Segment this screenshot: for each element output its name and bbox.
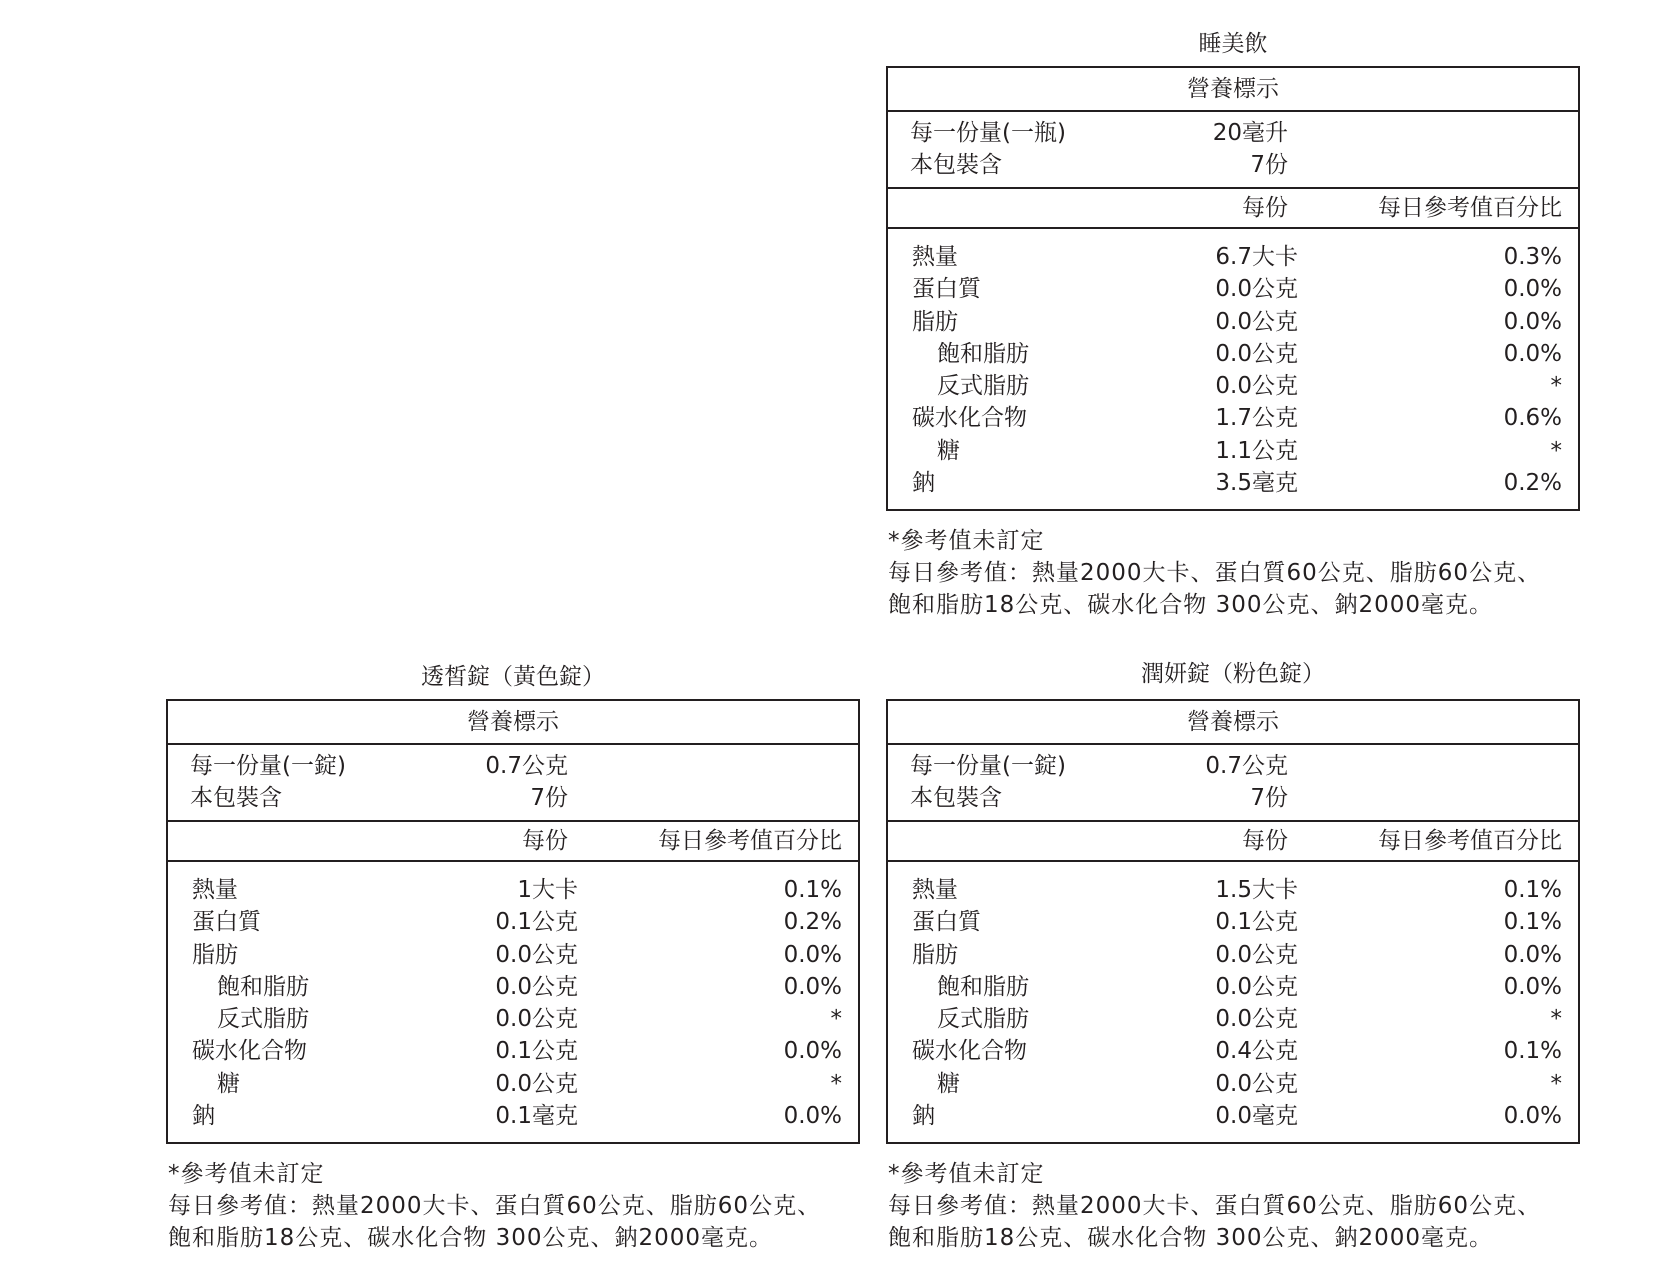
per-serving-header: 每份 — [1242, 828, 1288, 854]
nutrient-amount: 0.0公克 — [1215, 308, 1298, 335]
nutrient-name: 碳水化合物 — [192, 1038, 307, 1065]
serving-size-value: 20毫升 — [1212, 120, 1288, 146]
nutrient-amount: 0.1公克 — [495, 909, 578, 936]
nutrient-daily-pct: * — [830, 1070, 842, 1097]
nutrient-daily-pct: * — [1550, 1070, 1562, 1097]
label-header: 營養標示 — [888, 68, 1578, 112]
serving-size-row — [888, 117, 1578, 149]
nutrition-label-box — [886, 66, 1580, 511]
package-contains-value: 7份 — [530, 785, 568, 811]
nutrient-row-protein — [168, 906, 858, 938]
nutrition-label-box — [886, 699, 1580, 1144]
nutrient-amount: 3.5毫克 — [1215, 470, 1298, 497]
nutrient-name: 脂肪 — [912, 941, 958, 968]
nutrient-row-trans-fat — [168, 1003, 858, 1035]
note-undetermined: *參考值未訂定 — [888, 1161, 1045, 1188]
nutrient-amount: 0.0公克 — [1215, 373, 1298, 400]
package-contains-label: 本包裝含 — [910, 152, 1002, 178]
nutrient-amount: 6.7大卡 — [1215, 244, 1298, 270]
label-header: 營養標示 — [888, 701, 1578, 745]
nutrient-daily-pct: 0.0% — [1503, 1103, 1562, 1130]
product-title: 透皙錠（黃色錠） — [421, 664, 605, 690]
serving-info — [888, 112, 1578, 189]
nutrient-daily-pct: 0.1% — [1503, 1038, 1562, 1065]
nutrient-name: 鈉 — [912, 470, 935, 497]
nutrient-row-protein — [888, 906, 1578, 938]
column-header — [168, 822, 858, 862]
serving-size-value: 0.7公克 — [485, 753, 568, 779]
serving-size-row — [888, 750, 1578, 782]
nutrient-name: 碳水化合物 — [912, 1038, 1027, 1065]
daily-value-header: 每日參考值百分比 — [658, 828, 842, 854]
label-footnotes — [166, 1144, 860, 1254]
serving-size-value: 0.7公克 — [1205, 753, 1288, 779]
nutrient-name: 糖 — [937, 1070, 960, 1097]
nutrient-name: 鈉 — [192, 1103, 215, 1130]
nutrient-amount: 0.1毫克 — [495, 1103, 578, 1130]
nutrient-amount: 0.0公克 — [495, 1006, 578, 1033]
per-serving-header: 每份 — [1242, 195, 1288, 221]
serving-size-label: 每一份量(一錠) — [190, 753, 346, 779]
nutrient-row-protein — [888, 273, 1578, 305]
nutrient-name: 熱量 — [192, 877, 238, 903]
package-contains-value: 7份 — [1250, 152, 1288, 178]
nutrient-name: 反式脂肪 — [937, 1006, 1029, 1033]
nutrient-daily-pct: 0.0% — [1503, 308, 1562, 335]
nutrient-daily-pct: 0.1% — [1503, 909, 1562, 936]
nutrient-daily-pct: * — [1550, 437, 1562, 464]
nutrient-amount: 0.4公克 — [1215, 1038, 1298, 1065]
nutrient-name: 糖 — [217, 1070, 240, 1097]
nutrient-row-sugar — [168, 1068, 858, 1100]
nutrient-amount: 0.0公克 — [1215, 340, 1298, 367]
package-contains-row — [888, 782, 1578, 814]
nutrient-daily-pct: * — [830, 1006, 842, 1033]
nutrient-list — [888, 862, 1578, 1142]
note-daily-reference-2: 飽和脂肪18公克、碳水化合物 300公克、鈉2000毫克。 — [888, 592, 1494, 619]
nutrient-row-carbohydrate — [168, 1035, 858, 1067]
nutrient-name: 脂肪 — [192, 941, 238, 968]
nutrient-amount: 0.0公克 — [1215, 1070, 1298, 1097]
nutrient-daily-pct: 0.6% — [1503, 405, 1562, 432]
note-undetermined: *參考值未訂定 — [888, 528, 1045, 555]
note-daily-reference-2: 飽和脂肪18公克、碳水化合物 300公克、鈉2000毫克。 — [168, 1225, 774, 1252]
nutrient-row-saturated-fat — [168, 971, 858, 1003]
nutrient-row-carbohydrate — [888, 402, 1578, 434]
nutrient-daily-pct: 0.0% — [1503, 276, 1562, 303]
nutrient-daily-pct: 0.0% — [1503, 973, 1562, 1000]
nutrient-row-carbohydrate — [888, 1035, 1578, 1067]
column-header — [888, 822, 1578, 862]
column-header — [888, 189, 1578, 229]
nutrition-panel-sleep-drink — [886, 22, 1580, 621]
serving-info — [888, 745, 1578, 822]
nutrient-name: 飽和脂肪 — [217, 973, 309, 1000]
nutrient-row-calories — [888, 241, 1578, 273]
nutrient-daily-pct: 0.0% — [1503, 340, 1562, 367]
nutrient-amount: 0.1公克 — [495, 1038, 578, 1065]
nutrient-row-trans-fat — [888, 1003, 1578, 1035]
note-undetermined: *參考值未訂定 — [168, 1161, 325, 1188]
nutrient-row-sugar — [888, 1068, 1578, 1100]
per-serving-header: 每份 — [522, 828, 568, 854]
nutrient-amount: 0.0公克 — [1215, 276, 1298, 303]
nutrient-row-sodium — [168, 1100, 858, 1132]
nutrient-name: 蛋白質 — [192, 909, 261, 936]
nutrient-row-fat — [168, 939, 858, 971]
nutrient-amount: 1.1公克 — [1215, 437, 1298, 464]
nutrient-name: 熱量 — [912, 244, 958, 270]
product-title: 潤妍錠（粉色錠） — [1141, 661, 1325, 687]
nutrient-daily-pct: 0.3% — [1503, 244, 1562, 270]
label-footnotes — [886, 511, 1580, 621]
nutrient-daily-pct: * — [1550, 373, 1562, 400]
serving-size-row — [168, 750, 858, 782]
note-daily-reference-2: 飽和脂肪18公克、碳水化合物 300公克、鈉2000毫克。 — [888, 1225, 1494, 1252]
label-footnotes — [886, 1144, 1580, 1254]
nutrient-name: 反式脂肪 — [217, 1006, 309, 1033]
package-contains-row — [888, 149, 1578, 181]
nutrient-name: 飽和脂肪 — [937, 340, 1029, 367]
nutrient-row-calories — [168, 874, 858, 906]
nutrient-name: 碳水化合物 — [912, 405, 1027, 432]
package-contains-row — [168, 782, 858, 814]
nutrient-amount: 0.1公克 — [1215, 909, 1298, 936]
nutrient-name: 飽和脂肪 — [937, 973, 1029, 1000]
note-daily-reference-1: 每日參考值：熱量2000大卡、蛋白質60公克、脂肪60公克、 — [168, 1193, 822, 1220]
product-title: 睡美飲 — [1198, 31, 1268, 57]
nutrient-row-sodium — [888, 467, 1578, 499]
serving-size-label: 每一份量(一錠) — [910, 753, 1066, 779]
nutrient-row-saturated-fat — [888, 338, 1578, 370]
nutrient-amount: 0.0公克 — [495, 1070, 578, 1097]
nutrient-list — [888, 229, 1578, 509]
nutrient-row-fat — [888, 939, 1578, 971]
nutrient-daily-pct: 0.1% — [1503, 877, 1562, 903]
serving-size-label: 每一份量(一瓶) — [910, 120, 1066, 146]
nutrient-row-calories — [888, 874, 1578, 906]
serving-info — [168, 745, 858, 822]
nutrient-amount: 1.5大卡 — [1215, 877, 1298, 903]
nutrient-name: 反式脂肪 — [937, 373, 1029, 400]
note-daily-reference-1: 每日參考值：熱量2000大卡、蛋白質60公克、脂肪60公克、 — [888, 1193, 1542, 1220]
package-contains-label: 本包裝含 — [910, 785, 1002, 811]
nutrient-daily-pct: 0.2% — [1503, 470, 1562, 497]
nutrient-daily-pct: 0.0% — [783, 973, 842, 1000]
nutrient-daily-pct: 0.1% — [783, 877, 842, 903]
nutrient-amount: 0.0公克 — [1215, 973, 1298, 1000]
nutrient-row-sugar — [888, 435, 1578, 467]
nutrient-row-sodium — [888, 1100, 1578, 1132]
note-daily-reference-1: 每日參考值：熱量2000大卡、蛋白質60公克、脂肪60公克、 — [888, 560, 1542, 587]
nutrient-row-trans-fat — [888, 370, 1578, 402]
nutrient-name: 鈉 — [912, 1103, 935, 1130]
nutrient-amount: 1.7公克 — [1215, 405, 1298, 432]
nutrient-amount: 0.0公克 — [1215, 941, 1298, 968]
package-contains-value: 7份 — [1250, 785, 1288, 811]
nutrient-daily-pct: 0.0% — [783, 941, 842, 968]
nutrient-amount: 0.0公克 — [1215, 1006, 1298, 1033]
nutrition-panel-yellow-tablet — [166, 655, 860, 1254]
nutrient-name: 脂肪 — [912, 308, 958, 335]
label-header: 營養標示 — [168, 701, 858, 745]
nutrient-name: 糖 — [937, 437, 960, 464]
nutrient-amount: 0.0公克 — [495, 941, 578, 968]
nutrient-name: 熱量 — [912, 877, 958, 903]
package-contains-label: 本包裝含 — [190, 785, 282, 811]
daily-value-header: 每日參考值百分比 — [1378, 828, 1562, 854]
nutrient-amount: 0.0公克 — [495, 973, 578, 1000]
nutrient-list — [168, 862, 858, 1142]
nutrient-amount: 1大卡 — [517, 877, 578, 903]
nutrition-panel-pink-tablet — [886, 652, 1580, 1254]
nutrient-row-fat — [888, 306, 1578, 338]
nutrient-daily-pct: * — [1550, 1006, 1562, 1033]
nutrient-name: 蛋白質 — [912, 276, 981, 303]
nutrient-daily-pct: 0.0% — [1503, 941, 1562, 968]
nutrient-name: 蛋白質 — [912, 909, 981, 936]
nutrient-daily-pct: 0.0% — [783, 1103, 842, 1130]
nutrient-amount: 0.0毫克 — [1215, 1103, 1298, 1130]
nutrient-daily-pct: 0.0% — [783, 1038, 842, 1065]
nutrient-daily-pct: 0.2% — [783, 909, 842, 936]
nutrient-row-saturated-fat — [888, 971, 1578, 1003]
nutrition-label-box — [166, 699, 860, 1144]
daily-value-header: 每日參考值百分比 — [1378, 195, 1562, 221]
